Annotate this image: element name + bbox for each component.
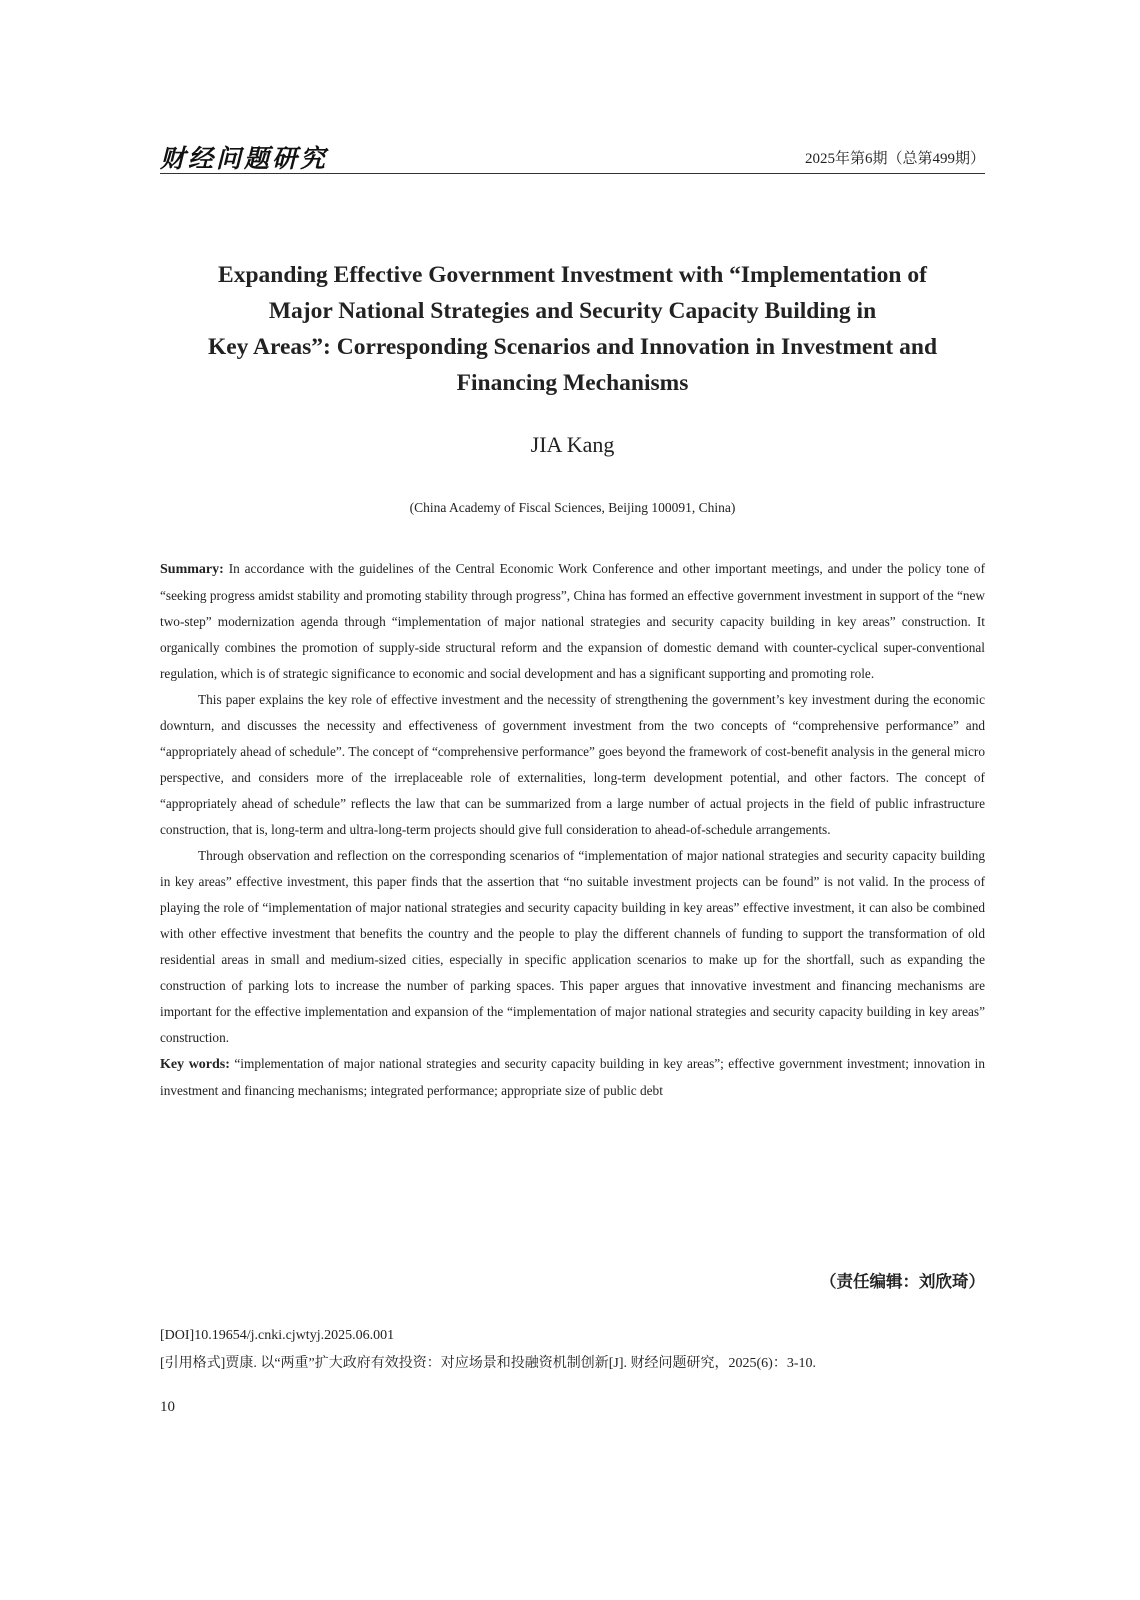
- journal-logo: 财经问题研究: [160, 144, 329, 173]
- doi: [DOI]10.19654/j.cnki.cjwtyj.2025.06.001: [160, 1328, 395, 1343]
- summary-label: Summary:: [160, 562, 224, 577]
- author-affiliation: (China Academy of Fiscal Sciences, Beijing 100091, China): [409, 500, 736, 515]
- responsible-editor: （责任编辑：刘欣琦）: [820, 1272, 985, 1291]
- keywords-label: Key words:: [160, 1057, 230, 1072]
- summary-text: In accordance with the guidelines of the Central Economic Work Conference and other important meetings, and under the policy tone of “seeking progress amidst stability and promoting stability through progress”, China has formed an effective government investment in support of the “new two-step” modernization agenda through “implementation of major national strategies and security capacity building in key areas” construction. It organically combines the promotion of supply-side structural reform and the expansion of domestic demand with counter-cyclical super-conventional regulation, which is of strategic significance to economic and social development and has a significant supporting and promoting role.: [160, 561, 985, 681]
- title-line: Financing Mechanisms: [456, 370, 689, 396]
- summary-paragraph-2: This paper explains the key role of effective investment and the necessity of strengthening the government’s key investment during the economic downturn, and discusses the necessity and effectiveness of government investment from the two concepts of “comprehensive performance” and “appropriately ahead of schedule”. The concept of “comprehensive performance” goes beyond the framework of cost-benefit analysis in the general micro perspective, and considers more of the irreplaceable role of externalities, long-term development potential, and other factors. The concept of “appropriately ahead of schedule” reflects the law that can be summarized from a large number of actual projects in the field of public infrastructure construction, that is, long-term and ultra-long-term projects should give full consideration to ahead-of-schedule arrangements.: [160, 692, 985, 837]
- summary-paragraph-3: Through observation and reflection on the corresponding scenarios of “implementation of major national strategies and security capacity building in key areas” effective investment, this paper finds that the assertion that “no suitable investment projects can be found” is not valid. In the process of playing the role of “implementation of major national strategies and security capacity building in key areas” effective investment, it can also be combined with other effective investment that benefits the country and the people to play the different channels of funding to support the transformation of old residential areas in small and medium-sized cities, especially in specific application scenarios to make up for the shortfall, such as expanding the construction of parking lots to increase the number of parking spaces. This paper argues that innovative investment and financing mechanisms are important for the effective implementation and expansion of the “implementation of major national strategies and security capacity building in key areas” construction.: [160, 848, 985, 1045]
- article-references: [160, 1322, 816, 1378]
- title-line: Expanding Effective Government Investment with “Implementation of: [218, 262, 927, 288]
- paper-title: [160, 257, 985, 401]
- issue-info: 2025年第6期（总第499期）: [804, 151, 985, 167]
- page-number: 10: [160, 1399, 175, 1415]
- author-name: JIA Kang: [530, 432, 615, 457]
- keywords-text: “implementation of major national strategies and security capacity building in key areas”; effective government investment; innovation in investment and financing mechanisms; integrated performance; appropriate size of public debt: [160, 1056, 986, 1098]
- keywords: [160, 1051, 985, 1104]
- running-header: [160, 137, 985, 174]
- summary-paragraph: [160, 556, 985, 687]
- citation-format: [引用格式]贾康. 以“两重”扩大政府有效投资：对应场景和投融资机制创新[J]. 财经问题研究，2025(6)：3-10.: [160, 1356, 817, 1371]
- paper-page: [160, 0, 985, 1600]
- title-line: Key Areas”: Corresponding Scenarios and Innovation in Investment and: [207, 334, 938, 360]
- title-line: Major National Strategies and Security Capacity Building in: [268, 298, 877, 324]
- abstract: [160, 556, 985, 1104]
